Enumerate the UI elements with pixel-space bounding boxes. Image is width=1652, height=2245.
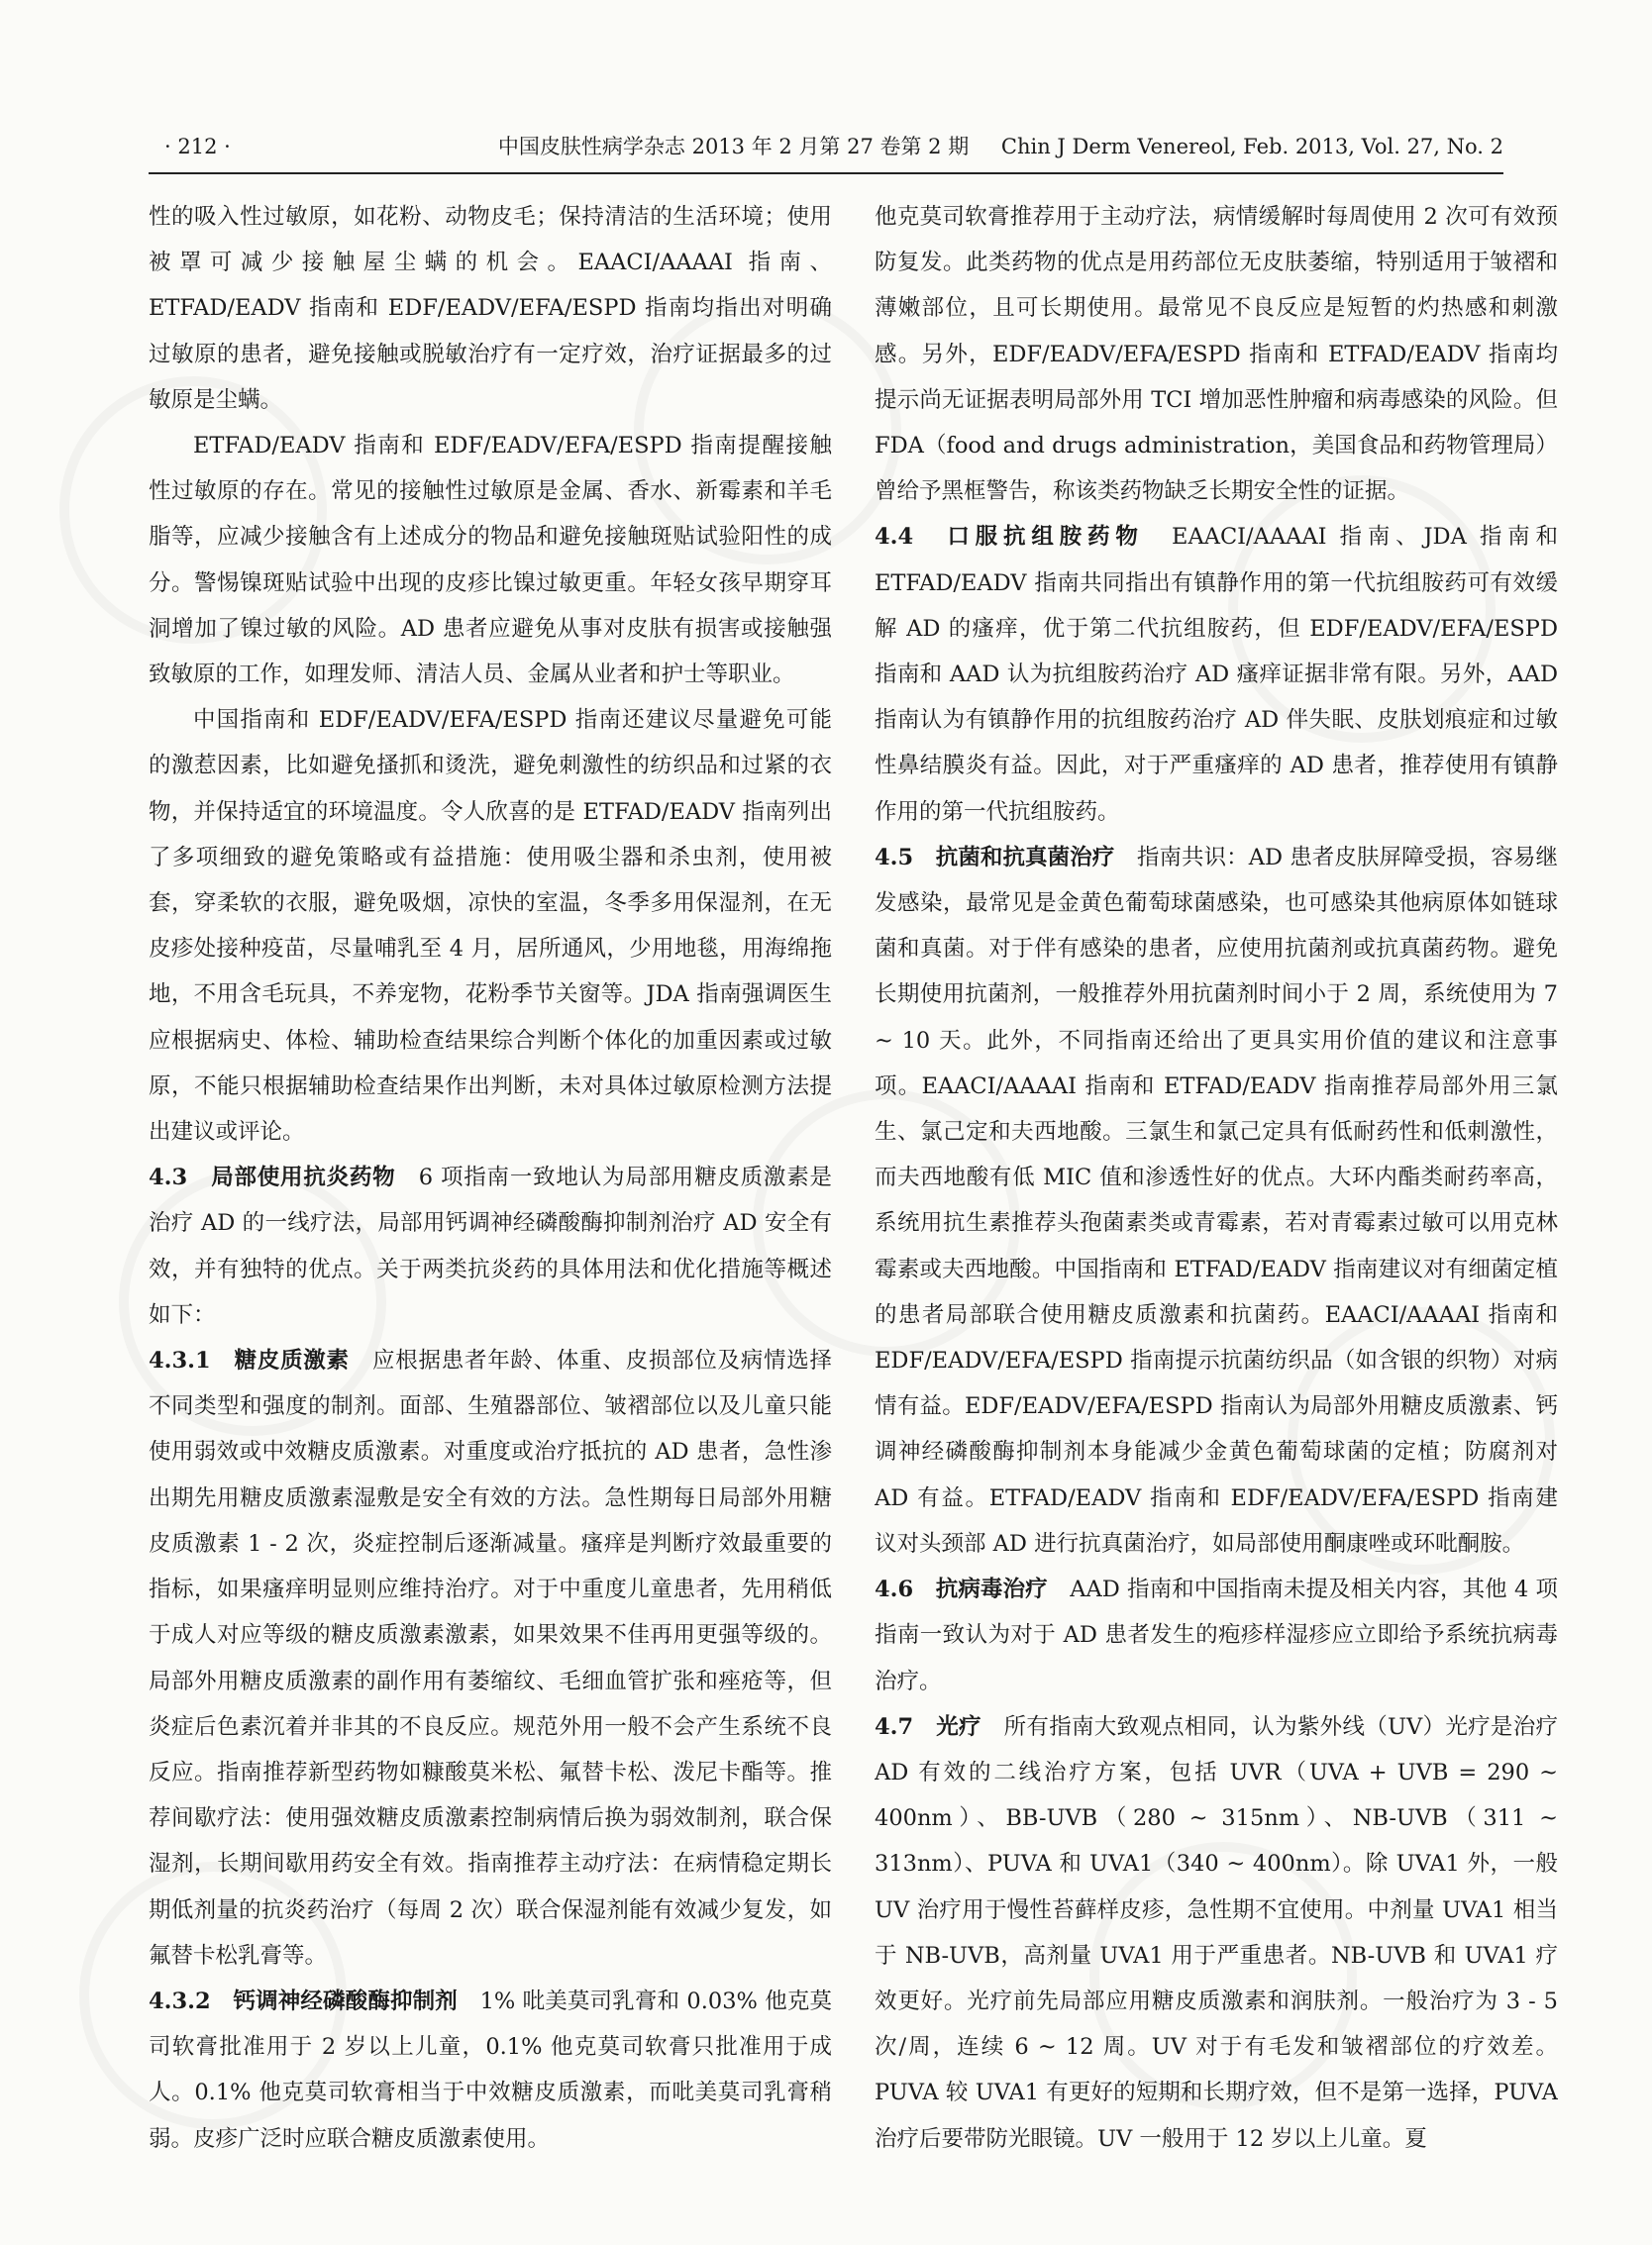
left-column — [149, 194, 832, 2155]
section-paragraph — [875, 835, 1558, 1567]
paragraph-text: 所有指南大致观点相同，认为紫外线（UV）光疗是治疗 AD 有效的二线治疗方案，包括 UVR（UVA + UVB = 290 ~ 400nm）、BB-UVB（280 ~ 315nm）、NB-UVB（311 ~ 313nm）、PUVA 和 UVA1（340 ~ 400nm）。除 UVA1 外，一般 UV 治疗用于慢性苔藓样皮疹，急性期不宜使用。中剂量 UVA1 相当于 NB-UVB，高剂量 UVA1 用于严重患者。NB-UVB 和 UVA1 疗效更好。光疗前先局部应用糖皮质激素和润肤剂。一般治疗为 3 - 5 次/周，连续 6 ~ 12 周。UV 对于有毛发和皱褶部位的疗效差。PUVA 较 UVA1 有更好的短期和长期疗效，但不是第一选择，PUVA 治疗后要带防光眼镜。UV 一般用于 12 岁以上儿童。夏 — [875, 1713, 1558, 2152]
section-paragraph — [875, 1567, 1558, 1704]
section-heading: 4.7 光疗 — [875, 1713, 1004, 1740]
paragraph-text: 性的吸入性过敏原，如花粉、动物皮毛；保持清洁的生活环境；使用被罩可减少接触屋尘螨的机会。EAACI/AAAAI 指南、ETFAD/EADV 指南和 EDF/EADV/EFA/ESPD 指南均指出对明确过敏原的患者，避免接触或脱敏治疗有一定疗效，治疗证据最多的过敏原是尘螨。 — [149, 204, 832, 413]
paragraph-text: 中国指南和 EDF/EADV/EFA/ESPD 指南还建议尽量避免可能的激惹因素，比如避免搔抓和烫洗，避免刺激性的纺织品和过紧的衣物，并保持适宜的环境温度。令人欣喜的是 ETFAD/EADV 指南列出了多项细致的避免策略或有益措施：使用吸尘器和杀虫剂，使用被套，穿柔软的衣服，避免吸烟，凉快的室温，冬季多用保湿剂，在无皮疹处接种疫苗，尽量哺乳至 4 月，居所通风，少用地毯，用海绵拖地，不用含毛玩具，不养宠物，花粉季节关窗等。JDA 指南强调医生应根据病史、体检、辅助检查结果综合判断个体化的加重因素或过敏原，不能只根据辅助检查结果作出判断，未对具体过敏原检测方法提出建议或评论。 — [149, 707, 832, 1146]
section-heading: 4.4 口服抗组胺药物 — [875, 524, 1173, 551]
page-number: · 212 · — [164, 135, 231, 158]
section-paragraph — [875, 1704, 1558, 2155]
section-heading: 4.6 抗病毒治疗 — [875, 1577, 1071, 1603]
section-heading: 4.3 局部使用抗炎药物 — [149, 1165, 419, 1191]
journal-title-en: Chin J Derm Venereol, Feb. 2013, Vol. 27, No. 2 — [1000, 135, 1503, 158]
paragraph-text: 指南共识：AD 患者皮肤屏障受损，容易继发感染，最常见是金黄色葡萄球菌感染，也可感染其他病原体如链球菌和真菌。对于伴有感染的患者，应使用抗菌剂或抗真菌药物。避免长期使用抗菌剂，一般推荐外用抗菌剂时间小于 2 周，系统使用为 7 ~ 10 天。此外，不同指南还给出了更具实用价值的建议和注意事项。EAACI/AAAAI 指南和 ETFAD/EADV 指南推荐局部外用三氯生、氯己定和夫西地酸。三氯生和氯己定具有低耐药性和低刺激性，而夫西地酸有低 MIC 值和渗透性好的优点。大环内酯类耐药率高，系统用抗生素推荐头孢菌素类或青霉素，若对青霉素过敏可以用克林霉素或夫西地酸。中国指南和 ETFAD/EADV 指南建议对有细菌定植的患者局部联合使用糖皮质激素和抗菌药。EAACI/AAAAI 指南和 EDF/EADV/EFA/ESPD 指南提示抗菌纺织品（如含银的织物）对病情有益。EDF/EADV/EFA/ESPD 指南认为局部外用糖皮质激素、钙调神经磷酸酶抑制剂本身能减少金黄色葡萄球菌的定植；防腐剂对 AD 有益。ETFAD/EADV 指南和 EDF/EADV/EFA/ESPD 指南建议对头颈部 AD 进行抗真菌治疗，如局部使用酮康唑或环吡酮胺。 — [875, 844, 1558, 1557]
body-paragraph — [149, 697, 832, 1155]
journal-citation — [472, 127, 1503, 166]
section-paragraph — [149, 1155, 832, 1338]
paragraph-text: ETFAD/EADV 指南和 EDF/EADV/EFA/ESPD 指南提醒接触性过敏原的存在。常见的接触性过敏原是金属、香水、新霉素和羊毛脂等，应减少接触含有上述成分的物品和避免接触斑贴试验阳性的成分。警惕镍斑贴试验中出现的皮疹比镍过敏更重。年轻女孩早期穿耳洞增加了镍过敏的风险。AD 患者应避免从事对皮肤有损害或接触强致敏原的工作，如理发师、清洁人员、金属从业者和护士等职业。 — [149, 433, 832, 688]
section-paragraph — [149, 1979, 832, 2155]
paragraph-text: AAD 指南和中国指南未提及相关内容，其他 4 项指南一致认为对于 AD 患者发生的疱疹样湿疹应立即给予系统抗病毒治疗。 — [875, 1577, 1558, 1694]
right-column — [875, 194, 1558, 2155]
section-paragraph — [875, 514, 1558, 834]
header-rule — [149, 172, 1503, 174]
paragraph-text: EAACI/AAAAI 指南、JDA 指南和 ETFAD/EADV 指南共同指出有镇静作用的第一代抗组胺药可有效缓解 AD 的瘙痒，优于第二代抗组胺药，但 EDF/EADV/EFA/ESPD 指南和 AAD 认为抗组胺药治疗 AD 瘙痒证据非常有限。另外，AAD 指南认为有镇静作用的抗组胺药治疗 AD 伴失眠、皮肤划痕症和过敏性鼻结膜炎有益。因此，对于严重瘙痒的 AD 患者，推荐使用有镇静作用的第一代抗组胺药。 — [875, 524, 1558, 825]
journal-title-cn: 中国皮肤性病学杂志 2013 年 2 月第 27 卷第 2 期 — [497, 135, 970, 158]
paragraph-text: 1% 吡美莫司乳膏和 0.03% 他克莫司软膏批准用于 2 岁以上儿童，0.1% 他克莫司软膏只批准用于成人。0.1% 他克莫司软膏相当于中效糖皮质激素，而吡美莫司乳膏稍弱。皮疹广泛时应联合糖皮质激素使用。 — [149, 1988, 832, 2152]
section-heading: 4.5 抗菌和抗真菌治疗 — [875, 844, 1137, 870]
section-heading: 4.3.2 钙调神经磷酸酶抑制剂 — [149, 1988, 480, 2014]
section-heading: 4.3.1 糖皮质激素 — [149, 1348, 373, 1375]
body-paragraph — [149, 194, 832, 423]
running-header — [149, 127, 1503, 166]
paragraph-text: 6 项指南一致地认为局部用糖皮质激素是治疗 AD 的一线疗法，局部用钙调神经磷酸酶抑制剂治疗 AD 安全有效，并有独特的优点。关于两类抗炎药的具体用法和优化措施等概述如下： — [149, 1165, 832, 1328]
section-paragraph — [149, 1338, 832, 1979]
body-paragraph — [149, 423, 832, 697]
paragraph-text: 应根据患者年龄、体重、皮损部位及病情选择不同类型和强度的制剂。面部、生殖器部位、皱褶部位以及儿童只能使用弱效或中效糖皮质激素。对重度或治疗抵抗的 AD 患者，急性渗出期先用糖皮质激素湿敷是安全有效的方法。急性期每日局部外用糖皮质激素 1 - 2 次，炎症控制后逐渐减量。瘙痒是判断疗效最重要的指标，如果瘙痒明显则应维持治疗。对于中重度儿童患者，先用稍低于成人对应等级的糖皮质激素激素，如果效果不佳再用更强等级的。局部外用糖皮质激素的副作用有萎缩纹、毛细血管扩张和痤疮等，但炎症后色素沉着并非其的不良反应。规范外用一般不会产生系统不良反应。指南推荐新型药物如糠酸莫米松、氟替卡松、泼尼卡酯等。推荐间歇疗法：使用强效糖皮质激素控制病情后换为弱效制剂，联合保湿剂，长期间歇用药安全有效。指南推荐主动疗法：在病情稳定期长期低剂量的抗炎药治疗（每周 2 次）联合保湿剂能有效减少复发，如氟替卡松乳膏等。 — [149, 1348, 832, 1969]
paragraph-text: 他克莫司软膏推荐用于主动疗法，病情缓解时每周使用 2 次可有效预防复发。此类药物的优点是用药部位无皮肤萎缩，特别适用于皱褶和薄嫩部位，且可长期使用。最常见不良反应是短暂的灼热感和刺激感。另外，EDF/EADV/EFA/ESPD 指南和 ETFAD/EADV 指南均提示尚无证据表明局部外用 TCI 增加恶性肿瘤和病毒感染的风险。但 FDA（food and drugs administration，美国食品和药物管理局）曾给予黑框警告，称该类药物缺乏长期安全性的证据。 — [875, 204, 1558, 505]
body-paragraph — [875, 194, 1558, 514]
